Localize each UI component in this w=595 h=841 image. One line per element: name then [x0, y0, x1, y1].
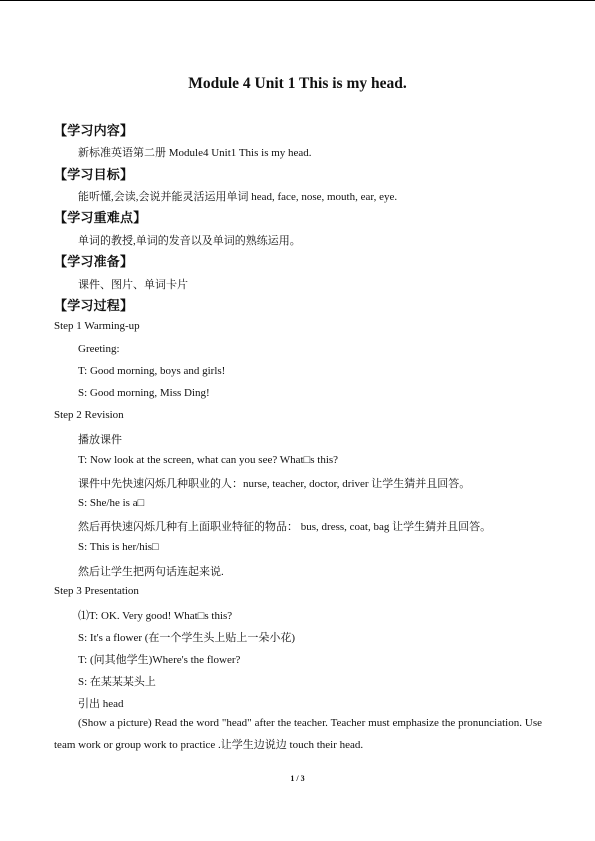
- body-paragraph: (Show a picture) Read the word "head" after the teacher. Teacher must emphasize the pronunciation. Use team work or group work to practice .让学生边说边 touch their head.: [54, 717, 542, 751]
- section-heading-content: 【学习内容】: [54, 124, 134, 139]
- step-line: Greeting:: [78, 343, 120, 355]
- step-line: S: Good morning, Miss Ding!: [78, 387, 210, 399]
- step-line: S: 在某某某头上: [78, 676, 156, 688]
- page-number: 1 / 3: [290, 774, 305, 783]
- step-line: S: She/he is a□: [78, 497, 145, 509]
- section-text-objectives: 能听懂,会读,会说并能灵活运用单词 head, face, nose, mouth, ear, eye.: [78, 191, 398, 203]
- step-heading: Step 2 Revision: [54, 409, 124, 421]
- step-line: ⑴T: OK. Very good! What□s this?: [78, 610, 233, 622]
- step-line: 然后再快速闪烁几种有上面职业特征的物品： bus, dress, coat, bag 让学生猜并且回答。: [78, 521, 492, 533]
- step-line: 播放课件: [78, 434, 122, 446]
- step-line: 课件中先快速闪烁几种职业的人：nurse, teacher, doctor, driver 让学生猜并且回答。: [78, 478, 471, 490]
- step-line: S: It's a flower (在一个学生头上贴上一朵小花): [78, 632, 296, 644]
- step-line: T: Now look at the screen, what can you see? What□s this?: [78, 454, 339, 466]
- section-text-content: 新标准英语第二册 Module4 Unit1 This is my head.: [78, 147, 312, 159]
- step-line: S: This is her/his□: [78, 541, 159, 553]
- section-heading-process: 【学习过程】: [54, 299, 134, 314]
- step-line: T: Good morning, boys and girls!: [78, 365, 226, 377]
- step-heading: Step 3 Presentation: [54, 585, 139, 597]
- step-heading: Step 1 Warming-up: [54, 320, 140, 332]
- step-line: 然后让学生把两句话连起来说.: [78, 566, 224, 578]
- section-text-preparation: 课件、图片、单词卡片: [78, 279, 188, 291]
- step-line: T: (问其他学生)Where's the flower?: [78, 654, 241, 666]
- step-line: 引出 head: [78, 698, 124, 710]
- page-title: Module 4 Unit 1 This is my head.: [188, 75, 407, 92]
- section-text-key-points: 单词的教授,单词的发音以及单词的熟练运用。: [78, 235, 301, 247]
- section-heading-preparation: 【学习准备】: [54, 255, 134, 270]
- section-heading-objectives: 【学习目标】: [54, 168, 134, 183]
- section-heading-key-points: 【学习重难点】: [54, 211, 147, 226]
